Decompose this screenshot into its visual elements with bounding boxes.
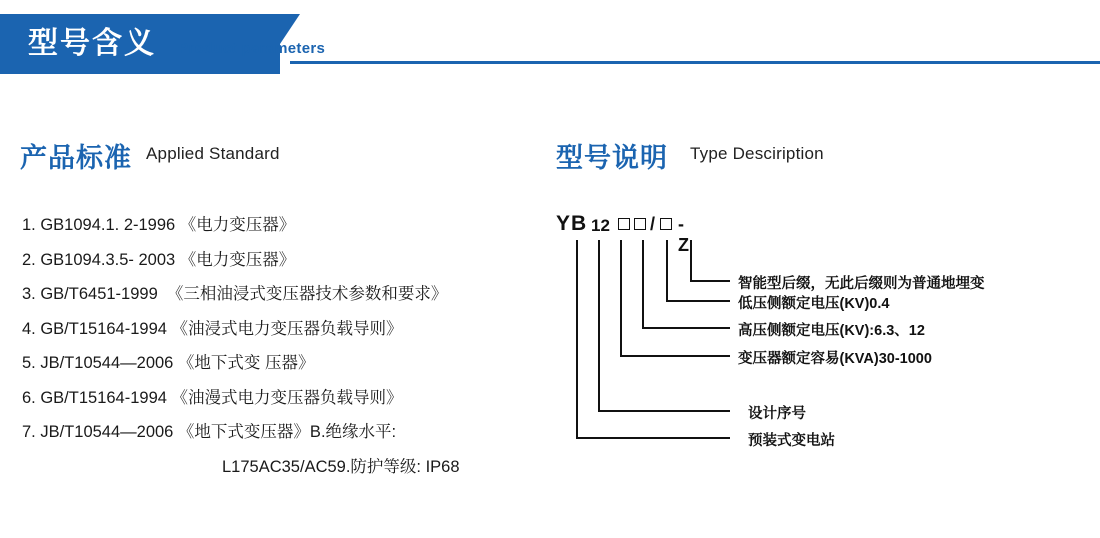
- annotation-label: 变压器额定容易(KVA)30-1000: [738, 351, 932, 367]
- list-item-continuation: L175AC35/AC59.防护等级: IP68: [222, 457, 460, 476]
- list-item: 3. GB/T6451-1999 《三相油浸式变压器技术参数和要求》: [22, 285, 448, 303]
- leader-line-horizontal: [576, 437, 730, 439]
- list-item: 4. GB/T15164-1994 《油浸式电力变压器负载导则》: [22, 319, 403, 338]
- annotation-label: 预装式变电站: [748, 433, 835, 449]
- code-placeholder-box: [660, 218, 672, 230]
- leader-line-horizontal: [666, 300, 730, 302]
- standards-heading-cn: 产品标准: [20, 143, 132, 173]
- annotation-label: 低压侧额定电压(KV)0.4: [738, 296, 890, 312]
- code-suffix: - Z: [678, 214, 689, 255]
- list-item: 7. JB/T10544—2006 《地下式变压器》B.绝缘水平:: [22, 423, 397, 441]
- code-placeholder-box: [618, 218, 630, 230]
- leader-line-vertical: [620, 240, 622, 356]
- leader-line-horizontal: [598, 410, 730, 412]
- list-item: 6. GB/T15164-1994 《油漫式电力变压器负载导则》: [22, 388, 403, 407]
- leader-line-vertical: [642, 240, 644, 328]
- annotation-label: 设计序号: [748, 406, 806, 422]
- leader-line-vertical: [690, 240, 692, 281]
- code-placeholder-box: [634, 218, 646, 230]
- code-slash: /: [650, 214, 656, 234]
- leader-line-horizontal: [642, 327, 730, 329]
- annotation-label: 智能型后缀，无此后缀则为普通地埋变: [738, 276, 985, 292]
- code-prefix: YB: [556, 212, 588, 235]
- standards-heading-en: Applied Standard: [146, 144, 280, 163]
- type-heading-en: Type Desciription: [690, 144, 824, 163]
- leader-line-horizontal: [690, 280, 730, 282]
- leader-line-vertical: [598, 240, 600, 411]
- type-heading-cn: 型号说明: [556, 143, 668, 173]
- list-item: 1. GB1094.1. 2-1996 《电力变压器》: [22, 216, 296, 234]
- list-item: 2. GB1094.3.5- 2003 《电力变压器》: [22, 250, 296, 269]
- banner-title-cn: 型号含义: [28, 27, 156, 60]
- annotation-label: 高压侧额定电压(KV):6.3、12: [738, 323, 925, 339]
- leader-line-vertical: [666, 240, 668, 301]
- leader-line-horizontal: [620, 355, 730, 357]
- code-number: 12: [591, 216, 610, 235]
- banner-title-en: Product parameters: [178, 40, 326, 57]
- list-item: 5. JB/T10544—2006 《地下式变 压器》: [22, 354, 315, 372]
- leader-line-vertical: [576, 240, 578, 438]
- standards-list: [22, 208, 542, 484]
- page-banner: [0, 14, 1100, 78]
- banner-underline: [290, 61, 1100, 64]
